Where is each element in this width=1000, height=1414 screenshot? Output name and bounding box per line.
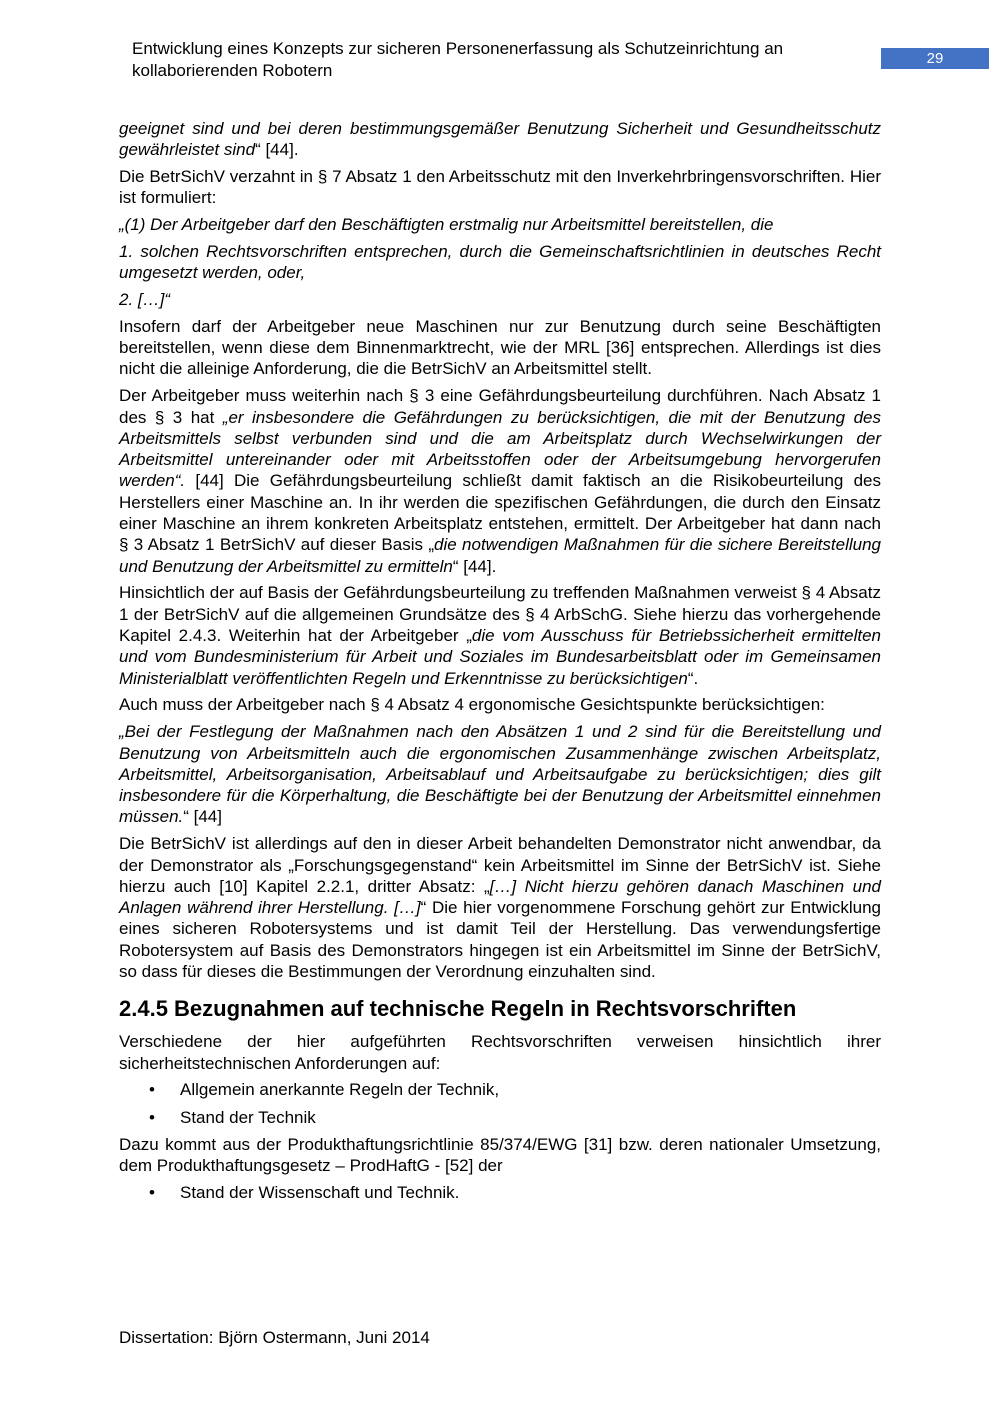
- paragraph: Hinsichtlich der auf Basis der Gefährdungsbeurteilung zu treffenden Maßnahmen verweist § 4 Absatz 1 der BetrSichV auf die allgemeinen Grundsätze des § 4 ArbSchG. Siehe hierzu das vorhergehende Kapitel 2.4.3. Weiterhin hat der Arbeitgeber „die vom Ausschuss für Betriebssicherheit ermittelten und vom Bundesministerium für Arbeit und Soziales im Bundesarbeitsblatt oder im Gemeinsamen Ministerialblatt veröffentlichten Regeln und Erkenntnisse zu berücksichtigen“.: [119, 583, 881, 688]
- paragraph: Verschiedene der hier aufgeführten Rechtsvorschriften verweisen hinsichtlich ihrer sicherheitstechnischen Anforderungen auf:: [119, 1032, 881, 1073]
- list-item: • Stand der Technik: [119, 1107, 881, 1128]
- quote-paragraph: „Bei der Festlegung der Maßnahmen nach den Absätzen 1 und 2 sind für die Bereitstellung und Benutzung von Arbeitsmitteln auch die ergonomischen Zusammenhänge zwischen Arbeitsplatz, Arbeitsmittel, Arbeitsorganisation, Arbeitsablauf und Arbeitsaufgabe zu berücksichtigen; dies gilt insbesondere für die Körperhaltung, die Beschäftigte bei der Benutzung der Arbeitsmittel einnehmen müssen.“ [44]: [119, 722, 881, 827]
- quote-text: geeignet sind und bei deren bestimmungsgemäßer Benutzung Sicherheit und Gesundheitsschutz gewährleistet sind: [119, 119, 881, 160]
- page-footer: Dissertation: Björn Ostermann, Juni 2014: [119, 1328, 430, 1347]
- paragraph: Die BetrSichV ist allerdings auf den in dieser Arbeit behandelten Demonstrator nicht anwendbar, da der Demonstrator als „Forschungsgegenstand“ kein Arbeitsmittel im Sinne der BetrSichV ist. Siehe hierzu auch [10] Kapitel 2.2.1, dritter Absatz: „[…] Nicht hierzu gehören danach Maschinen und Anlagen während ihrer Herstellung. […]“ Die hier vorgenommene Forschung gehört zur Entwicklung eines sicheren Robotersystems und ist damit Teil der Herstellung. Das verwendungsfertige Robotersystem auf Basis des Demonstrators hingegen ist ein Arbeitsmittel im Sinne der BetrSichV, so dass für dieses die Bestimmungen der Verordnung einzuhalten sind.: [119, 834, 881, 981]
- paragraph: Insofern darf der Arbeitgeber neue Maschinen nur zur Benutzung durch seine Beschäftigten bereitstellen, wenn diese dem Binnenmarktrecht, wie der MRL [36] entsprechen. Allerdings ist dies nicht die alleinige Anforderung, die die BetrSichV an Arbeitsmittel stellt.: [119, 316, 881, 379]
- list-item: • Stand der Wissenschaft und Technik.: [119, 1182, 881, 1203]
- bullet-list: [119, 1079, 881, 1128]
- section-heading: 2.4.5 Bezugnahmen auf technische Regeln in Rechtsvorschriften: [119, 996, 797, 1022]
- paragraph: Auch muss der Arbeitgeber nach § 4 Absatz 4 ergonomische Gesichtspunkte berücksichtigen:: [119, 695, 825, 715]
- bullet-list: [119, 1182, 881, 1203]
- paragraph: Die BetrSichV verzahnt in § 7 Absatz 1 den Arbeitsschutz mit den Inverkehrbringensvorschriften. Hier ist formuliert:: [119, 167, 881, 208]
- page-body: [119, 118, 881, 1209]
- page-number: 29: [881, 48, 989, 69]
- paragraph: Der Arbeitgeber muss weiterhin nach § 3 eine Gefährdungsbeurteilung durchführen. Nach Absatz 1 des § 3 hat „er insbesondere die Gefährdungen zu berücksichtigen, die mit der Benutzung des Arbeitsmittels selbst verbunden sind und die am Arbeitsplatz durch Wechselwirkungen der Arbeitsmittel untereinander oder mit Arbeitsstoffen oder der Arbeitsumgebung hervorgerufen werden“. [44] Die Gefährdungsbeurteilung schließt damit faktisch an die Risikobeurteilung des Herstellers einer Maschine an. In ihr werden die spezifischen Gefährdungen, die durch den Einsatz einer Maschine an ihrem konkreten Arbeitsplatz entstehen, ermittelt. Der Arbeitgeber hat dann nach § 3 Absatz 1 BetrSichV auf dieser Basis „die notwendigen Maßnahmen für die sichere Bereitstellung und Benutzung der Arbeitsmittel zu ermitteln“ [44].: [119, 386, 881, 576]
- running-header: Entwicklung eines Konzepts zur sicheren Personenerfassung als Schutzeinrichtung an kollaborierenden Robotern: [132, 39, 784, 80]
- quote-line: 1. solchen Rechtsvorschriften entsprechen, durch die Gemeinschaftsrichtlinien in deutsches Recht umgesetzt werden, oder,: [119, 241, 881, 283]
- quote-line: 2. […]“: [119, 290, 171, 310]
- paragraph: geeignet sind und bei deren bestimmungsgemäßer Benutzung Sicherheit und Gesundheitsschutz gewährleistet sind“ [44].: [119, 119, 881, 160]
- paragraph: Dazu kommt aus der Produkthaftungsrichtlinie 85/374/EWG [31] bzw. deren nationaler Umsetzung, dem Produkthaftungsgesetz – ProdHaftG - [52] der: [119, 1134, 881, 1176]
- quote-line: „(1) Der Arbeitgeber darf den Beschäftigten erstmalig nur Arbeitsmittel bereitstellen, die: [119, 215, 774, 235]
- list-item: • Allgemein anerkannte Regeln der Technik,: [119, 1079, 881, 1100]
